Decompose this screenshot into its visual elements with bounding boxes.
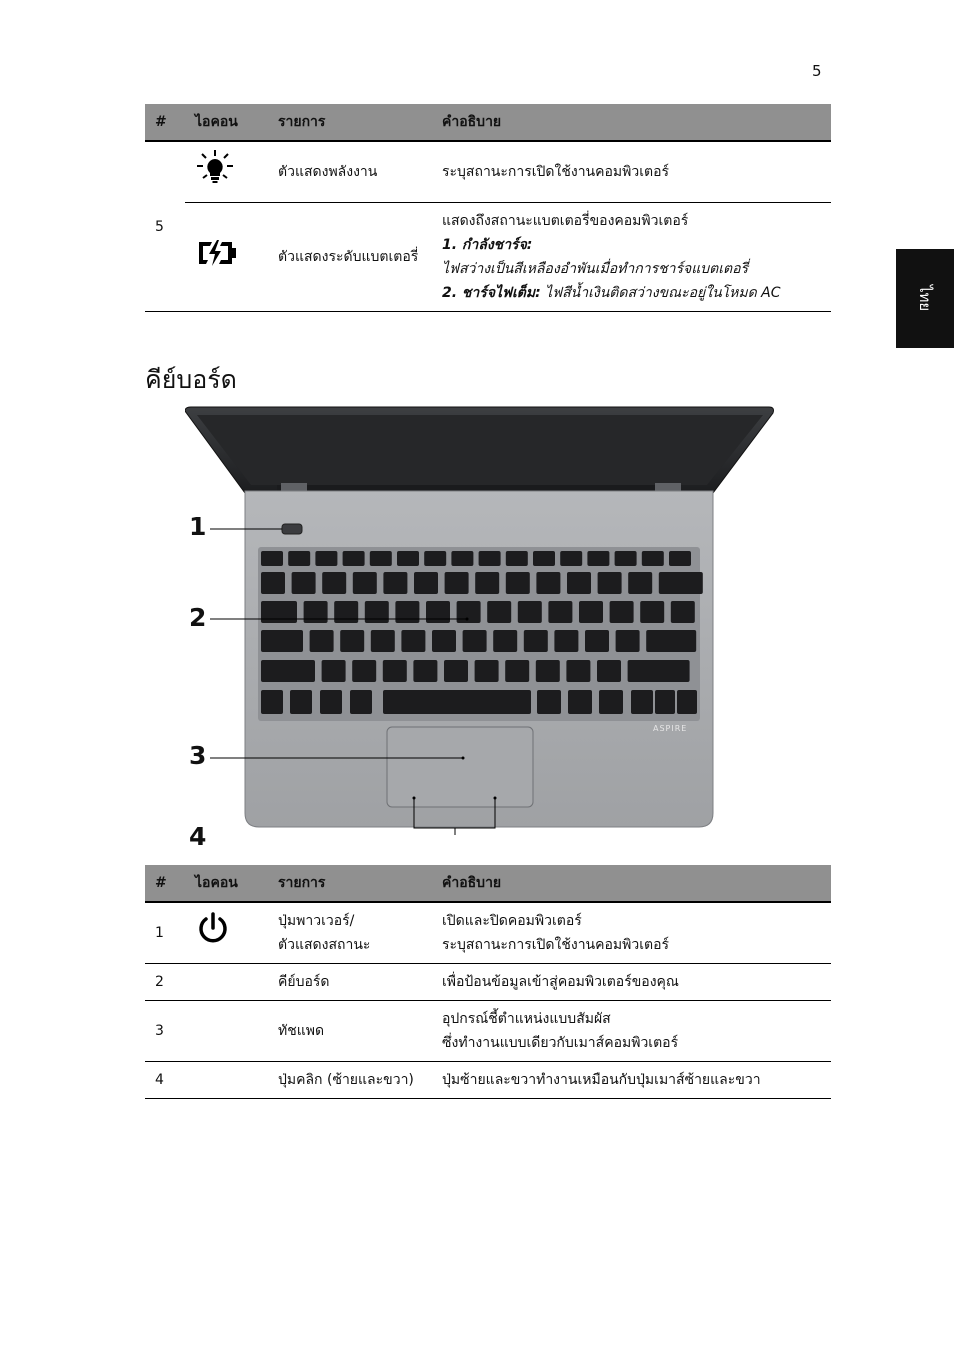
row-number: 4 [145, 1062, 185, 1099]
keyboard-key [579, 601, 603, 623]
keyboard-key [350, 690, 372, 714]
callout-1: 1 [189, 512, 207, 541]
keyboard-key [533, 551, 555, 566]
keyboard-key [383, 660, 407, 682]
keyboard-key [304, 601, 328, 623]
keyboard-key [370, 551, 392, 566]
keyboard-key [401, 630, 425, 652]
full-text: ไฟสีน้ำเงินติดสว่างขณะอยู่ในโหมด AC [540, 285, 781, 301]
icon-cell [185, 1062, 268, 1099]
keyboard-key [414, 572, 438, 594]
keyboard-key [554, 630, 578, 652]
language-tab-label: ไทย [916, 285, 934, 312]
section-title: คีย์บอร์ด [145, 365, 237, 394]
keyboard-key [487, 601, 511, 623]
keyboard-key [677, 690, 697, 714]
item-line: ตัวแสดงสถานะ [278, 937, 371, 953]
callout-4: 4 [189, 822, 207, 851]
keyboard-key [290, 690, 312, 714]
keyboard-key [567, 572, 591, 594]
language-tab [896, 249, 954, 348]
keyboard-key [566, 660, 590, 682]
row-number: 3 [145, 1001, 185, 1062]
keyboard-key [536, 660, 560, 682]
keyboard-key [261, 601, 297, 623]
icon-cell [185, 1001, 268, 1062]
item-touchpad: ทัชแพด [268, 1001, 432, 1062]
keyboard-key [568, 690, 592, 714]
keyboard-key [383, 572, 407, 594]
keyboard-key [506, 551, 528, 566]
table-row [145, 141, 831, 203]
keyboard-key [444, 660, 468, 682]
keyboard-key [352, 660, 376, 682]
battery-desc-intro: แสดงถึงสถานะแบตเตอรี่ของคอมพิวเตอร์ [442, 213, 689, 229]
row-number: 2 [145, 964, 185, 1001]
keyboard-key [475, 660, 499, 682]
keyboard-key [524, 630, 548, 652]
group-number: 5 [145, 141, 185, 312]
keyboard-key [353, 572, 377, 594]
keyboard-key [426, 601, 450, 623]
keyboard-key [597, 660, 621, 682]
keyboard-key [548, 601, 572, 623]
header-item: รายการ [268, 104, 432, 141]
keyboard-key [322, 660, 346, 682]
keyboard-table [145, 865, 831, 1099]
keyboard-key [505, 660, 529, 682]
light-bulb-icon [195, 148, 235, 188]
item-power-button [268, 902, 432, 964]
table-row [145, 1001, 831, 1062]
keyboard-key [536, 572, 560, 594]
desc-power-button [432, 902, 831, 964]
header-item: รายการ [268, 865, 432, 902]
full-label: 2. ชาร์จไฟเต็ม: [442, 285, 541, 301]
keyboard-key [506, 572, 530, 594]
charging-text: ไฟสว่างเป็นสีเหลืองอำพันเมื่อทำการชาร์จแบตเตอรี่ [442, 261, 749, 277]
keyboard-key [493, 630, 517, 652]
keyboard-key [365, 601, 389, 623]
header-number: # [145, 865, 185, 902]
keyboard-key [475, 572, 499, 594]
keyboard-key [598, 572, 622, 594]
header-description: คำอธิบาย [432, 104, 831, 141]
header-description: คำอธิบาย [432, 865, 831, 902]
keyboard-key [671, 601, 695, 623]
keyboard-key [451, 551, 473, 566]
keyboard-key [261, 551, 283, 566]
keyboard-key [585, 630, 609, 652]
charging-label: 1. กำลังชาร์จ: [442, 237, 533, 253]
keyboard-key [261, 572, 285, 594]
battery-charge-icon [195, 238, 241, 268]
desc-battery-indicator [432, 203, 831, 312]
keyboard-key [320, 690, 342, 714]
keyboard-key [615, 551, 637, 566]
keyboard-key [646, 630, 696, 652]
keyboard-key [397, 551, 419, 566]
table-header-row [145, 104, 831, 141]
keyboard-key [383, 690, 531, 714]
keyboard-key [424, 551, 446, 566]
keyboard-key [261, 660, 315, 682]
keyboard-key [315, 551, 337, 566]
keyboard-key [599, 690, 623, 714]
keyboard-key [340, 630, 364, 652]
table-row [145, 902, 831, 964]
laptop-keyboard-illustration [185, 405, 780, 835]
keyboard-key [628, 572, 652, 594]
keyboard-key [537, 690, 561, 714]
header-number: # [145, 104, 185, 141]
table-row [145, 964, 831, 1001]
keyboard-key [322, 572, 346, 594]
header-icon: ไอคอน [185, 104, 268, 141]
table-row [145, 203, 831, 312]
keyboard-key [640, 601, 664, 623]
keyboard-key [445, 572, 469, 594]
desc-line: ซึ่งทำงานแบบเดียวกับเมาส์คอมพิวเตอร์ [442, 1035, 679, 1051]
keyboard-key [432, 630, 456, 652]
icon-cell [185, 141, 268, 203]
indicator-table [145, 104, 831, 312]
keyboard-key [610, 601, 634, 623]
keyboard-key [642, 551, 664, 566]
table-row [145, 1062, 831, 1099]
desc-keyboard: เพื่อป้อนข้อมูลเข้าสู่คอมพิวเตอร์ของคุณ [432, 964, 831, 1001]
desc-line: อุปกรณ์ชี้ตำแหน่งแบบสัมผัส [442, 1011, 611, 1027]
item-line: ปุ่มพาวเวอร์/ [278, 913, 355, 929]
item-keyboard: คีย์บอร์ด [268, 964, 432, 1001]
desc-touchpad [432, 1001, 831, 1062]
table-header-row [145, 865, 831, 902]
keyboard-key [343, 551, 365, 566]
keyboard-key [628, 660, 690, 682]
keyboard-key [518, 601, 542, 623]
desc-click-buttons: ปุ่มซ้ายและขวาทำงานเหมือนกับปุ่มเมาส์ซ้ายและขวา [432, 1062, 831, 1099]
keyboard-key [655, 690, 675, 714]
icon-cell [185, 902, 268, 964]
icon-cell [185, 964, 268, 1001]
keyboard-key [292, 572, 316, 594]
desc-line: เปิดและปิดคอมพิวเตอร์ [442, 913, 582, 929]
keyboard-key [463, 630, 487, 652]
keyboard-key [310, 630, 334, 652]
keyboard-key [261, 630, 303, 652]
keyboard-key [457, 601, 481, 623]
keyboard-key [659, 572, 703, 594]
item-battery-indicator: ตัวแสดงระดับแบตเตอรี่ [268, 203, 432, 312]
item-power-indicator: ตัวแสดงพลังงาน [268, 141, 432, 203]
icon-cell [185, 203, 268, 312]
keyboard-key [631, 690, 653, 714]
keyboard-key [560, 551, 582, 566]
keyboard-key [616, 630, 640, 652]
item-click-buttons: ปุ่มคลิก (ซ้ายและขวา) [268, 1062, 432, 1099]
power-icon [195, 911, 231, 947]
callout-2: 2 [189, 603, 207, 632]
keyboard-key [288, 551, 310, 566]
keyboard-key [669, 551, 691, 566]
row-number: 1 [145, 902, 185, 964]
page-number: 5 [812, 62, 822, 80]
keyboard-key [334, 601, 358, 623]
keyboard-key [413, 660, 437, 682]
header-icon: ไอคอน [185, 865, 268, 902]
desc-power-indicator: ระบุสถานะการเปิดใช้งานคอมพิวเตอร์ [432, 141, 831, 203]
keyboard-key [395, 601, 419, 623]
brand-mark: ASPIRE [653, 724, 688, 733]
keyboard-key [587, 551, 609, 566]
callout-3: 3 [189, 741, 207, 770]
keyboard-key [479, 551, 501, 566]
keyboard-key [371, 630, 395, 652]
keyboard-key [261, 690, 283, 714]
desc-line: ระบุสถานะการเปิดใช้งานคอมพิวเตอร์ [442, 937, 670, 953]
